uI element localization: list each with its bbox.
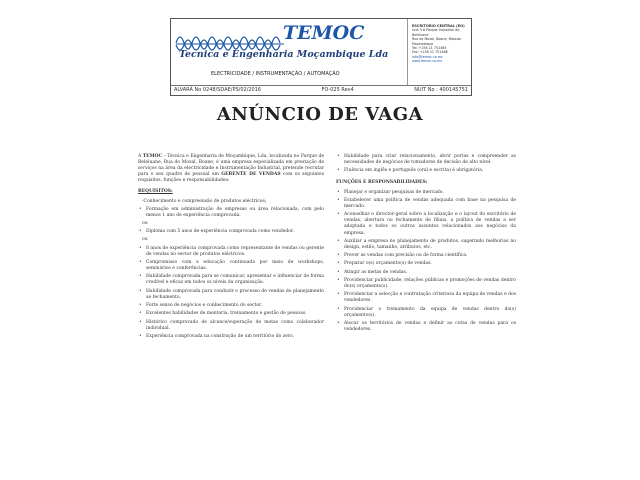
list-item: • Compromisso com a educação continuada por meio de workshops, seminários e conferências. <box>138 260 324 272</box>
requisitos-list-continued <box>336 154 516 174</box>
or-separator: ou <box>142 237 148 243</box>
nuit-number: NUIT No : 400145751 <box>414 87 468 93</box>
requisitos-list-b <box>138 229 324 235</box>
letterhead <box>170 18 472 96</box>
requisitos-heading: REQUISITOS: <box>138 189 173 195</box>
funcoes-list <box>336 190 516 334</box>
list-item: • Habilidade comprovada para conduzir o processo de vendas do planejamento ao fechamento. <box>138 289 324 301</box>
brand-name: TEMOC <box>283 22 365 44</box>
contact-line: Unit 5-6 Parque Industrial de <box>412 28 460 33</box>
contact-line: Tel: +258 21 751465 <box>412 46 447 51</box>
requisitos-first-line: -Conhecimento e compreensão de produtos eléctricos; <box>142 198 267 204</box>
contact-email-link[interactable]: info@temoc.co.mz <box>412 54 443 59</box>
list-item: • Providenciar o treinamento da equipa de vendas dentro do(s) orçamento(s). <box>336 307 516 319</box>
list-item: • Formação em administração de empresas ou área relacionada, com pelo menos 1 ano de experiência comprovada. <box>138 207 324 219</box>
or-separator: ou <box>142 221 148 227</box>
requisitos-list-a <box>138 207 324 219</box>
list-item: • Experiência comprovada na construção de um território do zero. <box>138 334 324 340</box>
requisitos-list-c <box>138 246 324 341</box>
list-item: • Fluência em inglês e português (oral e escrita) é obrigatória. <box>336 168 516 174</box>
intro-text-1: – Técnica e Engenharia de Moçambique, Lda, localizada no Parque de Beleluane, Rua do Mozal, Boane, é uma empresa especializada em prestação de <box>138 154 324 166</box>
list-item: • Habilidade comprovada para se comunicar, apresentar e influenciar de forma credível e eficaz em todos os níveis da organização. <box>138 274 324 286</box>
list-item: • Excelentes habilidades de mentoria, treinamento e gestão de pessoas. <box>138 311 324 317</box>
list-item: • Estabelecer uma política de vendas adequada com base na pesquisa de mercado. <box>336 198 516 210</box>
letterhead-divider-vertical <box>407 19 408 85</box>
list-item: • Prever as vendas com precisão ou de forma científica. <box>336 253 516 259</box>
list-item: • Atingir as metas de vendas. <box>336 270 516 276</box>
list-item: • Providenciar a selecção e contratação criteriosa da equipa de vendas e dos vendedores. <box>336 292 516 304</box>
intro-text-3: com os seguintes requisitos, funções e responsabilidades: <box>138 172 324 184</box>
contact-title: ESCRITÓRIO CENTRAL (EO) <box>412 24 465 28</box>
company-name: Tecnica e Engenharia Moçambique Lda <box>179 49 389 60</box>
list-item: • Providenciar publicidade, relações públicas e promoções de vendas dentro do(s) orçamento(s). <box>336 278 516 290</box>
reference-row <box>174 87 468 96</box>
list-item: • 8 anos de experiência comprovada como representante de vendas ou gerente de vendas no sector de produtos eléctricos. <box>138 246 324 258</box>
intro-text-em: serviços <box>138 166 157 172</box>
funcoes-heading: FUNÇÕES E RESPONSABILIDADES: <box>336 180 428 186</box>
list-item: • Aconselhar o director-geral sobre a localização e o layout do escritório de vendas, abertura ou fechamento de filiais, a política de vendas a ser adoptada e todos os outros assuntos relacionados aos negócios da empresa. <box>336 212 516 236</box>
services-line: ELECTRICIDADE / INSTRUMENTAÇÃO / AUTOMAÇÃO <box>211 71 340 77</box>
list-item: • Diploma com 5 anos de experiência comprovada como vendedor. <box>138 229 324 235</box>
contact-line: Beleluane <box>412 32 429 37</box>
list-item: • Histórico comprovado de alcance/superação de metas como colaborador individual. <box>138 320 324 332</box>
intro-paragraph: A TEMOC – Técnica e Engenharia de Moçambique, Lda, localizada no Parque de Beleluane, Rua do Mozal, Boane, é uma empresa especializada em prestação de serviços na área da electricidade e Instrumentação Industrial, pretende recrutar para o seu quadro de pessoal um GERENTE DE VENDAS com os seguintes requisitos, funções e responsabilidades: <box>138 154 324 184</box>
contact-line: Rua do Mozal, Boane, Maputo <box>412 37 461 42</box>
contact-line: Fax: +258 21 751466 <box>412 50 448 55</box>
contact-block <box>412 24 472 64</box>
list-item: • Alocar os territórios de vendas e definir as cotas de vendas para os vendedores. <box>336 321 516 333</box>
form-number: FO-025 Rev4 <box>321 87 354 93</box>
intro-text-2: na área da electricidade e Instrumentação Industrial, pretende recrutar para o seu quadro de pessoal um <box>138 166 324 178</box>
alvara-number: ALVARÁ No 0248/SDAE/PS/02/2016 <box>174 87 262 93</box>
list-item: • Preparar o(s) orçamento(s) de vendas. <box>336 261 516 267</box>
contact-web-link[interactable]: www.temoc.co.mz <box>412 59 443 64</box>
page-title: ANÚNCIO DE VAGA <box>216 104 424 125</box>
intro-role: GERENTE DE VENDAS <box>221 172 281 178</box>
left-column <box>138 154 324 342</box>
list-item: • Forte senso de negócios e conhecimento do sector. <box>138 303 324 309</box>
list-item: • Habilidade para criar relacionamento, abrir portas e compreender as necessidades de negócios de tomadores de decisão de alto nível. <box>336 154 516 166</box>
list-item: • Planejar e organizar pesquisas de mercado. <box>336 190 516 196</box>
contact-line: Moçambique <box>412 41 434 46</box>
right-column <box>336 154 516 336</box>
intro-company: TEMOC <box>142 154 163 159</box>
list-item: • Auxiliar a empresa no planejamento de produtos, sugerindo melhorias no design, estilo, tamanho, atributos, etc. <box>336 239 516 251</box>
letterhead-divider <box>171 85 471 86</box>
